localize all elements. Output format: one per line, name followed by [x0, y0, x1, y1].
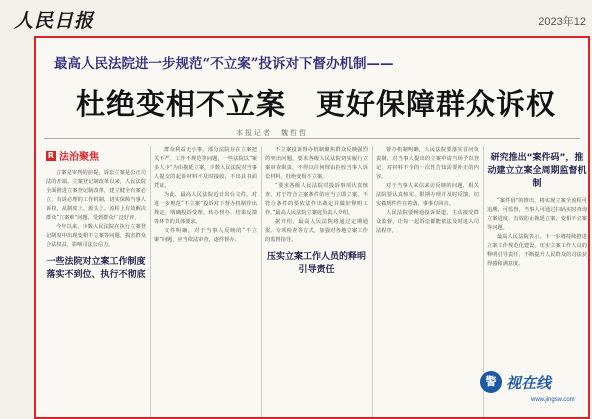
article-frame [34, 36, 590, 419]
paragraph: 最高人民法院表示，下一步将持续推进立案工作规范化建设，压实立案工作人员的释明引导责任，不断提升人民群众的司法获得感和满意度。 [487, 234, 587, 267]
paragraph: 群众利益无小事。部分法院存在立案把关不严、工作不规范等问题，一些法院以“案多人少”为由拖延立案，少数人民法院对当事人提交的起诉材料不及时接收，不出具书面凭证。 [154, 147, 257, 189]
paragraph: 人民法院要畅通投诉渠道，主动接受群众监督，让每一起诉讼都能依法及时进入司法程序。 [376, 210, 479, 234]
watermark-url: www.jingsw.com [531, 397, 575, 403]
article-kicker: 最高人民法院进一步规范“不立案”投诉对下督办机制—— [54, 56, 394, 72]
masthead [0, 0, 592, 34]
paragraph: 为此，最高人民法院近日出台文件，对进一步规范“不立案”投诉对下督办机制作出规定，明确投诉受理、转办督办、结果反馈等环节的具体要求。 [154, 192, 257, 225]
article-byline: 本报记者 魏哲哲 [236, 129, 308, 137]
paragraph: 据介绍，最高人民法院将通过定期通报、专项检查等方式，加强对各地立案工作的监督指导。 [265, 219, 368, 243]
section-label [46, 148, 146, 163]
headline-divider [44, 138, 580, 139]
text-column-1 [46, 146, 146, 419]
issue-date: 2023年12 [538, 16, 586, 28]
article-headline: 杜绝变相不立案 更好保障群众诉权 [76, 87, 557, 121]
paragraph: “案件码”的推出，将实现立案全流程可追溯、可监督，当事人可通过扫码实时查询立案进度，有效防止拖延立案、变相不立案等问题。 [487, 198, 587, 231]
paragraph: “要求各级人民法院对投诉事项认真核查，对于符合立案条件的应当立即立案，不符合条件的要依法作出裁定并做好释明工作。”最高人民法院立案庭负责人介绍。 [265, 183, 368, 216]
paragraph: 不立案投诉督办机制聚焦群众反映强烈的突出问题，要求各级人民法院切实履行立案审查职责，不得以任何理由拒收当事人诉讼材料，杜绝变相不立案。 [265, 147, 368, 180]
column-divider [150, 146, 151, 419]
watermark-name: 视在线 [506, 373, 552, 392]
section-label-text: 法治聚焦 [59, 152, 99, 163]
subhead-2: 研究推出“案件码”，推动建立立案全周期监督机制 [487, 153, 587, 189]
watermark [480, 371, 551, 393]
column-divider [261, 146, 262, 419]
paragraph: 督办机制明确，人民法院要落实首问负责制，对当事人提出的立案申请当场予以登记，对材料不全的一次性告知需要补正的内容。 [376, 147, 479, 180]
watermark-badge-icon: 警 [480, 371, 502, 393]
paragraph: 文件明确，对于当事人反映的“不立案”问题，应当依法审查，逐件督办。 [154, 228, 257, 243]
paragraph: 对于当事人来信来访反映的问题，相关法院要认真核实、限期办理并及时反馈，切实做到件件有着落、事事有回音。 [376, 183, 479, 207]
subhead-1: 一些法院对立案工作制度落实不到位、执行不彻底 [46, 257, 146, 280]
text-column-2 [154, 146, 257, 419]
text-column-3 [265, 146, 368, 419]
paragraph: 立案是审判的前提，诉讼立案是公正司法的开端。立案登记制改革以来，人民法院全面推进立案登记制改革，建立健全有案必立、有诉必理的工作机制，切实保障当事人诉权，从制度上、源头上、流程上有效解决群众“立案难”问题，受到群众广泛好评。 [46, 170, 146, 221]
section-icon: R [47, 150, 55, 160]
newspaper-logo: 人民日报 [14, 10, 95, 32]
text-column-4 [376, 146, 479, 419]
column-divider [372, 146, 373, 419]
paragraph: 今年以来，少数人民法院在执行立案登记制度中出现变相不立案等问题，损害群众合法权益，影响司法公信力。 [46, 224, 146, 248]
subhead-3: 压实立案工作人员的释明引导责任 [266, 252, 366, 275]
